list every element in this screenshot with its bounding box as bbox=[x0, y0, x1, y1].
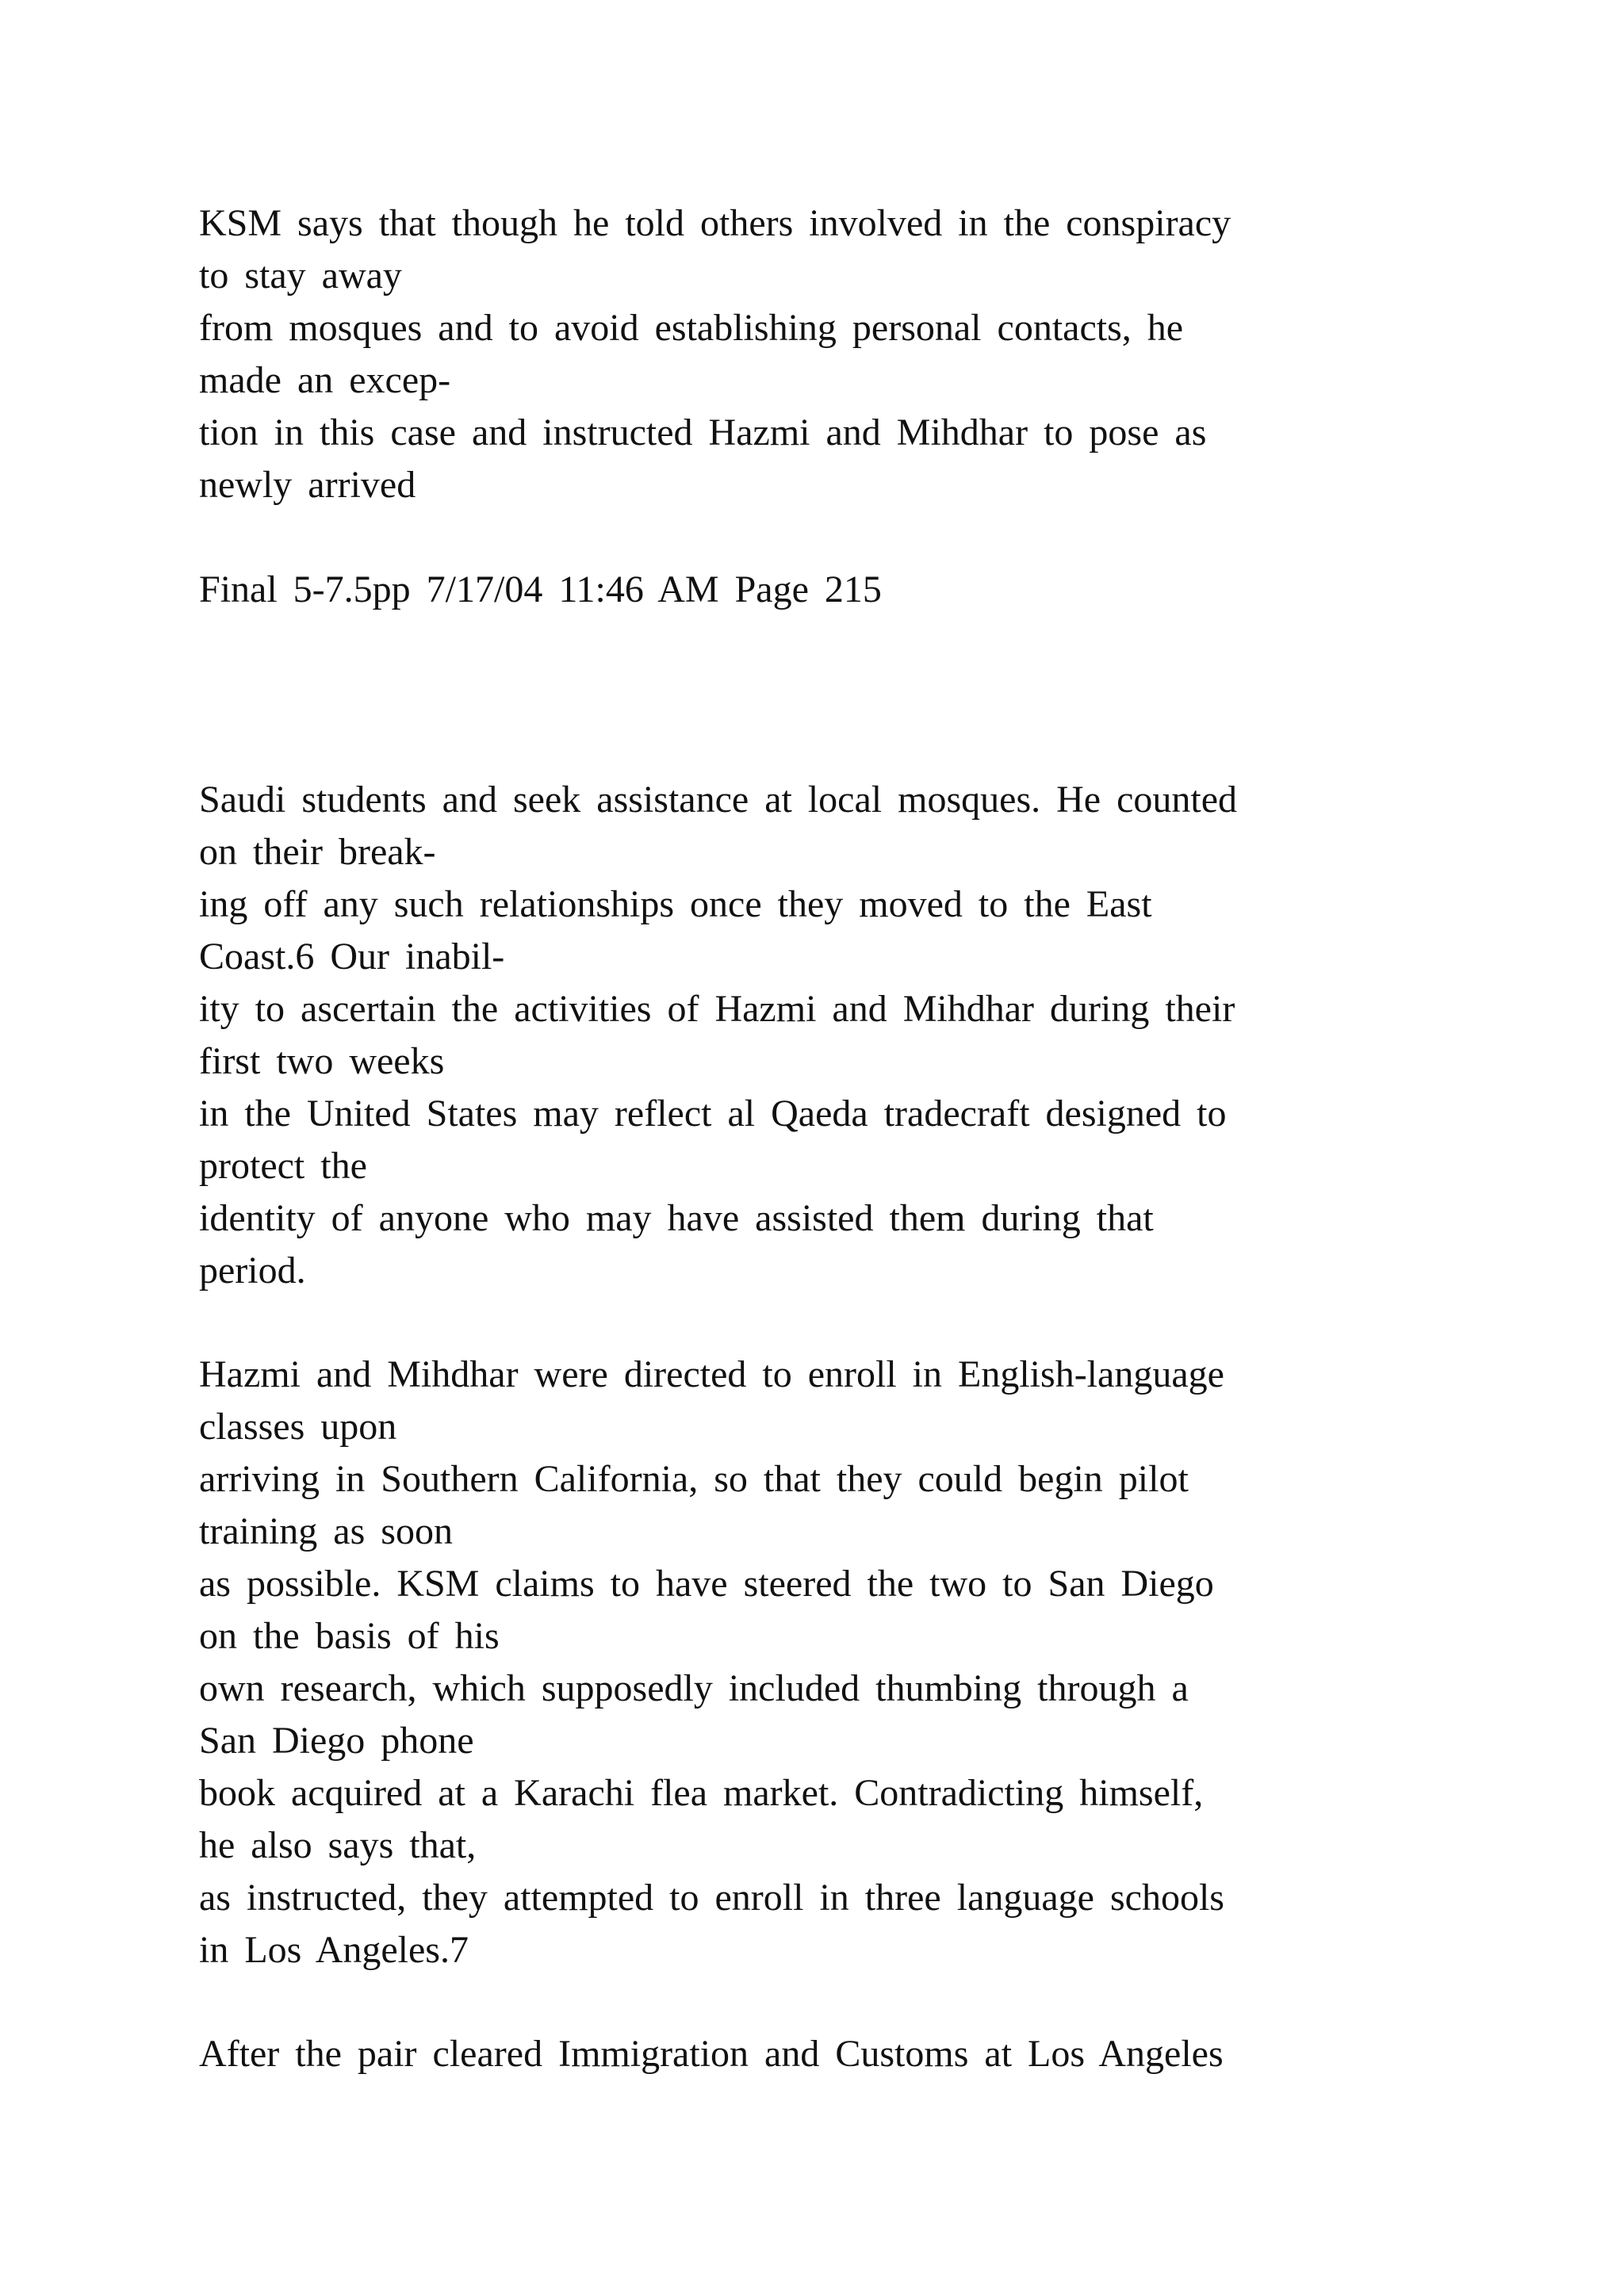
text-line: tion in this case and instructed Hazmi and Mihdhar to pose as bbox=[199, 411, 1207, 453]
text-line: in the United States may reflect al Qaeda tradecraft designed to bbox=[199, 1093, 1227, 1135]
text-line: in Los Angeles.7 bbox=[199, 1929, 469, 1971]
text-line: on their break- bbox=[199, 831, 436, 873]
text-line: as instructed, they attempted to enroll in three language schools bbox=[199, 1877, 1224, 1919]
text-line: newly arrived bbox=[199, 464, 416, 506]
text-line: ity to ascertain the activities of Hazmi and Mihdhar during their bbox=[199, 988, 1235, 1030]
text-line: he also says that, bbox=[199, 1824, 477, 1866]
text-line: as possible. KSM claims to have steered the two to San Diego bbox=[199, 1563, 1214, 1605]
text-line: on the basis of his bbox=[199, 1615, 500, 1657]
text-line: After the pair cleared Immigration and Customs at Los Angeles bbox=[199, 2033, 1224, 2075]
text-line: to stay away bbox=[199, 254, 402, 297]
text-line: San Diego phone bbox=[199, 1720, 474, 1762]
text-line: period. bbox=[199, 1249, 306, 1292]
text-line: training as soon bbox=[199, 1510, 453, 1552]
text-line: Coast.6 Our inabil- bbox=[199, 936, 505, 978]
text-line: identity of anyone who may have assisted them during that bbox=[199, 1197, 1154, 1239]
text-line: from mosques and to avoid establishing personal contacts, he bbox=[199, 307, 1184, 349]
text-line: book acquired at a Karachi flea market. Contradicting himself, bbox=[199, 1772, 1204, 1814]
text-line: KSM says that though he told others involved in the conspiracy bbox=[199, 202, 1231, 244]
text-line: protect the bbox=[199, 1145, 367, 1187]
text-line: made an excep- bbox=[199, 359, 451, 401]
page-header-line: Final 5-7.5pp 7/17/04 11:46 AM Page 215 bbox=[199, 568, 882, 610]
text-line: arriving in Southern California, so that they could begin pilot bbox=[199, 1458, 1189, 1500]
text-line: Hazmi and Mihdhar were directed to enroll in English-language bbox=[199, 1353, 1224, 1395]
text-line: own research, which supposedly included thumbing through a bbox=[199, 1667, 1189, 1709]
text-line: Saudi students and seek assistance at local mosques. He counted bbox=[199, 779, 1238, 821]
text-line: first two weeks bbox=[199, 1040, 445, 1082]
text-line: ing off any such relationships once they moved to the East bbox=[199, 883, 1152, 925]
text-line: classes upon bbox=[199, 1406, 397, 1448]
